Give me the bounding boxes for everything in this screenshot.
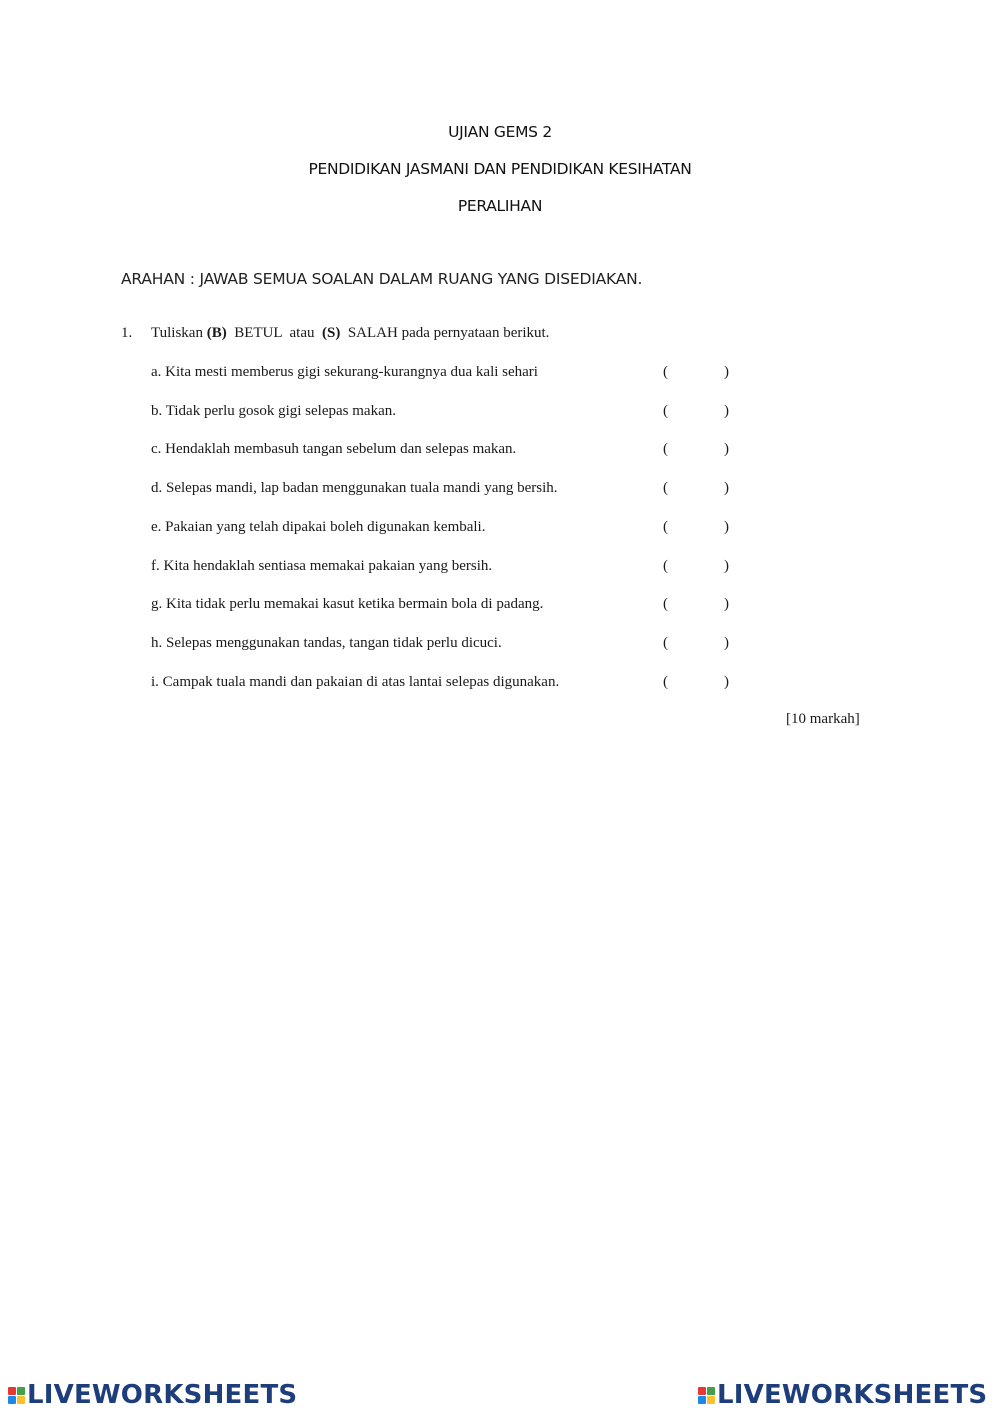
level-title: PERALIHAN	[457, 197, 543, 215]
answer-open-paren[interactable]: (	[663, 480, 668, 496]
answer-close-paren[interactable]: )	[724, 635, 729, 651]
liveworksheets-logo-right	[698, 1378, 987, 1412]
statement-item: d. Selepas mandi, lap badan menggunakan tuala mandi yang bersih.	[151, 480, 558, 496]
logo-text: LIVEWORKSHEETS	[27, 1380, 298, 1410]
liveworksheets-logo-icon	[8, 1387, 25, 1404]
question-prompt	[151, 325, 549, 342]
prompt-prefix: Tuliskan	[151, 325, 207, 341]
salah-code: (S)	[321, 325, 341, 341]
statement-item: e. Pakaian yang telah dipakai boleh digunakan kembali.	[151, 519, 486, 535]
exam-title: UJIAN GEMS 2	[448, 123, 552, 141]
betul-word: BETUL atau	[226, 325, 322, 341]
statement-item: a. Kita mesti memberus gigi sekurang-kurangnya dua kali sehari	[151, 364, 538, 380]
answer-open-paren[interactable]: (	[663, 635, 668, 651]
answer-close-paren[interactable]: )	[724, 480, 729, 496]
answer-open-paren[interactable]: (	[663, 558, 668, 574]
question-number: 1.	[121, 325, 133, 341]
salah-word: SALAH pada pernyataan berikut.	[340, 325, 550, 341]
answer-close-paren[interactable]: )	[724, 441, 729, 457]
logo-text: LIVEWORKSHEETS	[717, 1380, 988, 1410]
statement-item: i. Campak tuala mandi dan pakaian di atas lantai selepas digunakan.	[151, 674, 560, 690]
answer-open-paren[interactable]: (	[663, 674, 668, 690]
answer-open-paren[interactable]: (	[663, 519, 668, 535]
statement-item: b. Tidak perlu gosok gigi selepas makan.	[151, 403, 396, 419]
betul-code: (B)	[206, 325, 227, 341]
liveworksheets-logo-icon	[698, 1387, 715, 1404]
liveworksheets-logo-left	[8, 1378, 297, 1412]
answer-open-paren[interactable]: (	[663, 441, 668, 457]
answer-close-paren[interactable]: )	[724, 364, 729, 380]
answer-close-paren[interactable]: )	[724, 596, 729, 612]
answer-close-paren[interactable]: )	[724, 519, 729, 535]
answer-open-paren[interactable]: (	[663, 403, 668, 419]
subject-title: PENDIDIKAN JASMANI DAN PENDIDIKAN KESIHATAN	[308, 160, 692, 178]
answer-close-paren[interactable]: )	[724, 403, 729, 419]
statement-item: f. Kita hendaklah sentiasa memakai pakaian yang bersih.	[151, 558, 493, 574]
statement-item: h. Selepas menggunakan tandas, tangan tidak perlu dicuci.	[151, 635, 502, 651]
statement-item: c. Hendaklah membasuh tangan sebelum dan selepas makan.	[151, 441, 517, 457]
answer-open-paren[interactable]: (	[663, 364, 668, 380]
answer-close-paren[interactable]: )	[724, 558, 729, 574]
answer-close-paren[interactable]: )	[724, 674, 729, 690]
marks-label: [10 markah]	[786, 711, 860, 727]
statement-item: g. Kita tidak perlu memakai kasut ketika bermain bola di padang.	[151, 596, 544, 612]
instruction-text: ARAHAN : JAWAB SEMUA SOALAN DALAM RUANG YANG DISEDIAKAN.	[121, 270, 643, 288]
answer-open-paren[interactable]: (	[663, 596, 668, 612]
